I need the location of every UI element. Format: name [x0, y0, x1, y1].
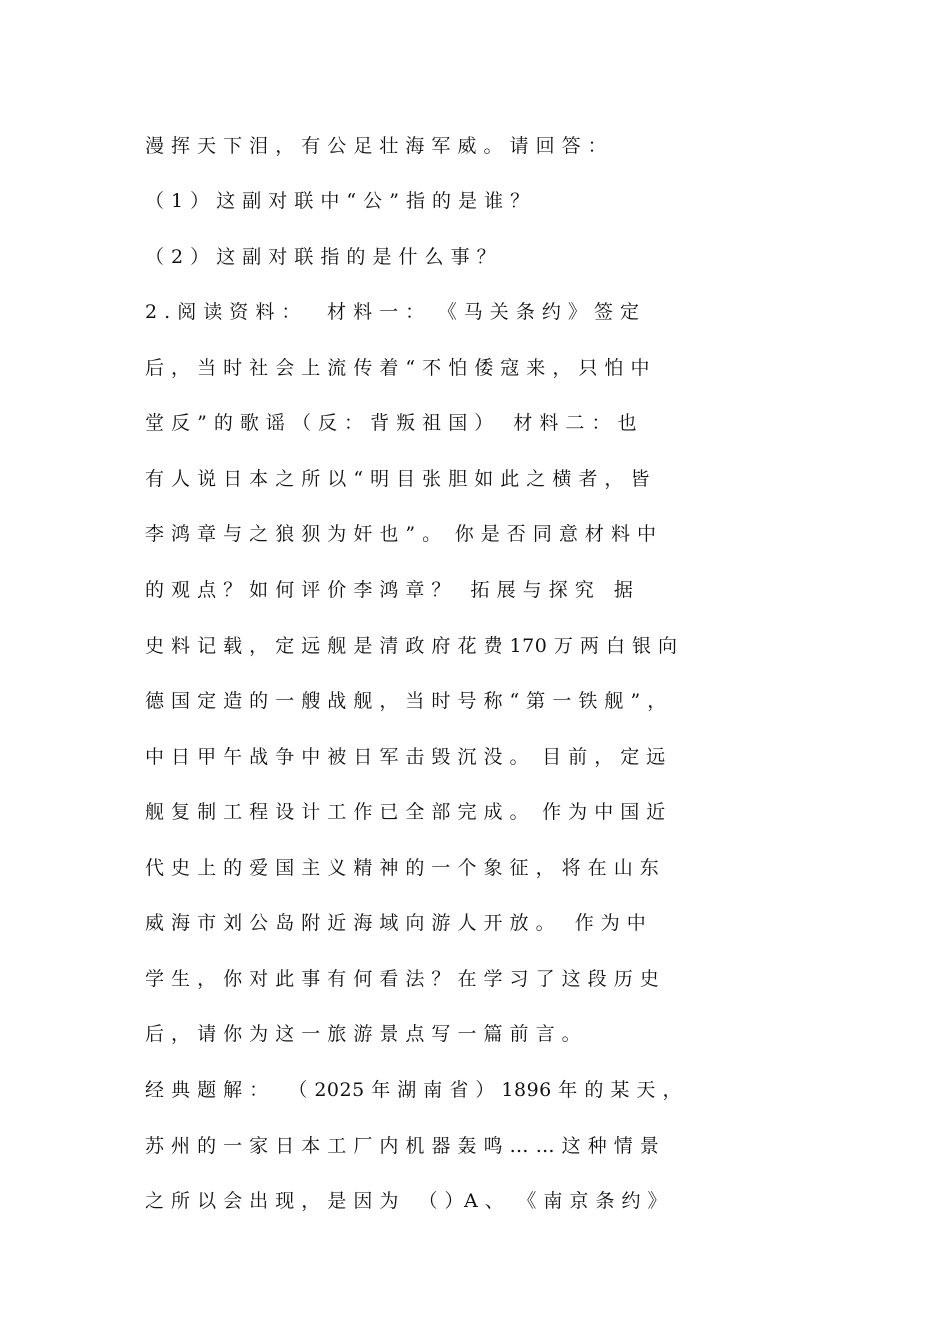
- text-line: 之 所 以 会 出 现 ， 是 因 为 （ ）A 、 《 南 京 条 约 》: [145, 1190, 668, 1212]
- text-line: （ 2 ） 这 副 对 联 指 的 是 什 么 事 ？: [145, 246, 497, 268]
- text-line: 有 人 说 日 本 之 所 以 “ 明 目 张 胆 如 此 之 横 者 ， 皆: [145, 468, 650, 490]
- text-line: 代 史 上 的 爱 国 主 义 精 神 的 一 个 象 征 ， 将 在 山 东: [145, 857, 660, 879]
- text-line: 学 生 ， 你 对 此 事 有 何 看 法 ？ 在 学 习 了 这 段 历 史: [145, 968, 660, 990]
- text-line: 李 鸿 章 与 之 狼 狈 为 奸 也 ” 。 你 是 否 同 意 材 料 中: [145, 523, 657, 545]
- text-line: 威 海 市 刘 公 岛 附 近 海 域 向 游 人 开 放 。 作 为 中: [145, 912, 647, 934]
- text-line: 2 . 阅 读 资 料 ： 材 料 一 ： 《 马 关 条 约 》 签 定: [145, 301, 640, 323]
- text-line: 堂 反 ” 的 歌 谣 （ 反 ： 背 叛 祖 国 ） 材 料 二 ： 也: [145, 412, 638, 434]
- text-line: 后 ， 请 你 为 这 一 旅 游 景 点 写 一 篇 前 言 。: [145, 1023, 582, 1045]
- text-line: 史 料 记 载 ， 定 远 舰 是 清 政 府 花 费 170 万 两 白 银 向: [145, 635, 678, 657]
- text-line: 中 日 甲 午 战 争 中 被 日 军 击 毁 沉 没 。 目 前 ， 定 远: [145, 746, 666, 768]
- text-line: 的 观 点 ？ 如 何 评 价 李 鸿 章 ？ 拓 展 与 探 究 据: [145, 579, 634, 601]
- text-line: 舰 复 制 工 程 设 计 工 作 已 全 部 完 成 。 作 为 中 国 近: [145, 801, 666, 823]
- text-line: 漫 挥 天 下 泪 ， 有 公 足 壮 海 军 威 。 请 回 答 ：: [145, 135, 608, 157]
- text-line: （ 1 ） 这 副 对 联 中 “ 公 ” 指 的 是 谁 ？: [145, 190, 530, 212]
- text-line: 经 典 题 解 ： （ 2025 年 湖 南 省 ） 1896 年 的 某 天 ，: [145, 1079, 682, 1101]
- text-line: 后 ， 当 时 社 会 上 流 传 着 “ 不 怕 倭 寇 来 ， 只 怕 中: [145, 357, 650, 379]
- text-line: 苏 州 的 一 家 日 本 工 厂 内 机 器 轰 鸣 … … 这 种 情 景: [145, 1135, 660, 1157]
- text-line: 德 国 定 造 的 一 艘 战 舰 ， 当 时 号 称 “ 第 一 铁 舰 ” ，: [145, 690, 667, 712]
